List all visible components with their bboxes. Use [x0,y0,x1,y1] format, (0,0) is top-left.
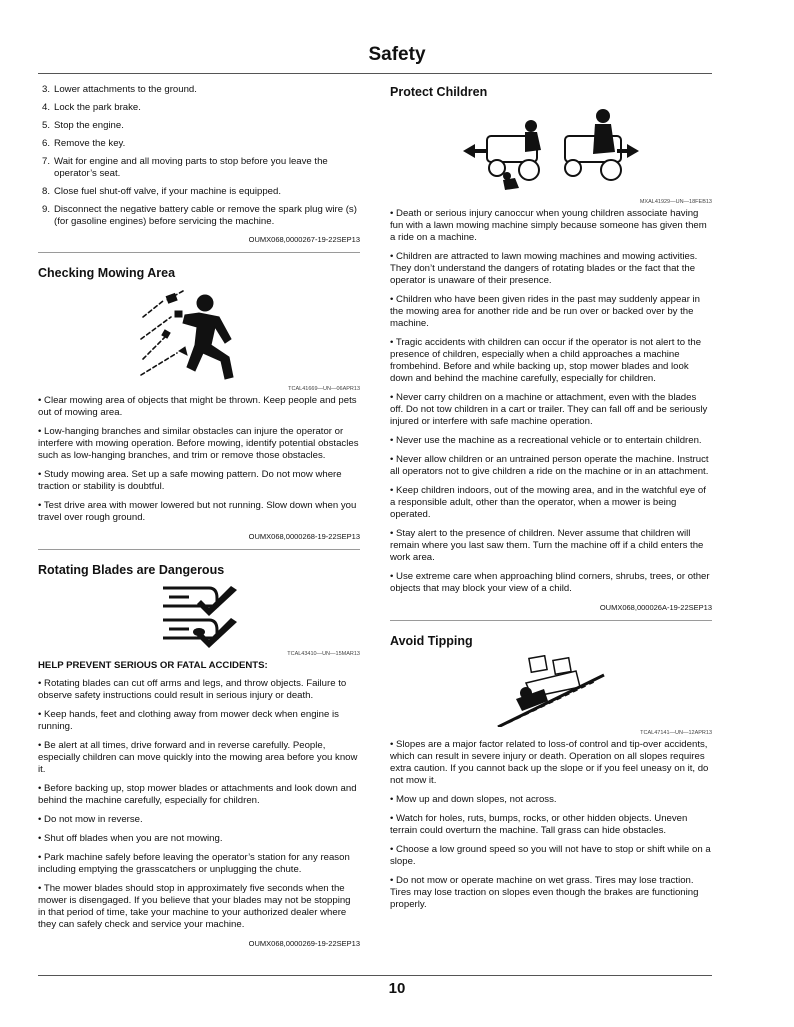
warning-subheading: HELP PREVENT SERIOUS OR FATAL ACCIDENTS: [38,660,268,671]
list-item: • Shut off blades when you are not mowing. [38,833,223,844]
list-item: • Do not mow in reverse. [38,814,143,825]
list-item: • Low-hanging branches and similar obstacles can injure the operator or interfere with mowing operation. Before mowing, identify potential obstacles such as low-hanging branches, and trim or remove those obstacles. [38,426,359,461]
list-item: • Keep hands, feet and clothing away from mower deck when engine is running. [38,709,339,732]
section-heading-tipping: Avoid Tipping [390,634,473,648]
list-item: • Be alert at all times, drive forward and in reverse carefully. People, especially children can move quickly into the mowing area before you know it. [38,740,358,775]
list-item: • Mow up and down slopes, not across. [390,794,557,805]
section-heading-blades: Rotating Blades are Dangerous [38,563,225,577]
list-item: • Never use the machine as a recreational vehicle or to entertain children. [390,435,702,446]
left-column [38,84,360,950]
section-divider [38,252,360,253]
tipping-mower-icon [496,655,606,727]
list-item: 5. Stop the engine. [41,120,124,131]
thrown-objects-icon [139,287,259,383]
list-item: • Park machine safely before leaving the operator’s station for any reason including emptying the grasscatchers or unplugging the chute. [38,852,350,875]
section-heading-children: Protect Children [390,85,488,99]
list-item: 3. Lower attachments to the ground. [41,84,197,95]
list-item: • Slopes are a major factor related to loss-of control and tip-over accidents, which can result in severe injury or death. Operation on all slopes requires extra caution. If you cannot back up the slope or if you feel uneasy on it, do not mow it. [390,739,709,786]
children-mower-illustration [390,106,712,196]
thrown-objects-illustration [38,287,360,383]
figure-reference: TCAL41669—UN—06APR13 [288,386,360,392]
header-rule [38,73,712,74]
list-item: • Test drive area with mower lowered but not running. Slow down when you travel over rough ground. [38,500,357,523]
section-divider [38,549,360,550]
page-number: 10 [388,980,406,997]
figure-reference: TCAL43410—UN—15MAR13 [287,651,360,657]
section-divider [390,620,712,621]
list-item: • Never carry children on a machine or attachment, even with the blades off. Do not tow children in a cart or trailer. They can fall off and be seriously injured or interfere with safe machine operation. [390,392,708,427]
reference-code: OUMX068,0000269-19-22SEP13 [248,939,360,948]
footer-rule [38,975,712,976]
figure-reference: MXAL41929—UN—18FEB13 [639,199,712,205]
list-item: 8. Close fuel shut-off valve, if your machine is equipped. [41,186,281,197]
list-item: 7. Wait for engine and all moving parts to stop before you leave the operator’s seat. [41,156,328,179]
figure-reference: TCAL47141—UN—12APR13 [640,730,712,736]
list-item: • Tragic accidents with children can occur if the operator is not alert to the presence of children, especially when a child approaches a machine frombehind. Before and while backing up, stop mower blades and look down and behind the machine carefully, especially for children. [390,337,702,384]
list-item: 9. Disconnect the negative battery cable or remove the spark plug wire (s) (for gasoline engines) before servicing the machine. [41,204,357,227]
list-item: • The mower blades should stop in approximately five seconds when the mower is disengaged. If you believe that your blades may not be stopping in that period of time, take your machine to your authorized dealer where they can safely check and service your machine. [38,883,351,930]
tipping-illustration [390,655,712,727]
list-item: • Never allow children or an untrained person operate the machine. Instruct all operators not to give children a ride on the machine or in an attachment. [390,454,709,477]
right-column [390,84,712,918]
reference-code: OUMX068,0000268-19-22SEP13 [248,532,360,541]
list-item: • Stay alert to the presence of children. Never assume that children will remain where you last saw them. Turn the machine off if a child enters the work area. [390,528,704,563]
list-item: • Choose a low ground speed so you will not have to stop or shift while on a slope. [390,844,711,867]
list-item: • Watch for holes, ruts, bumps, rocks, or other hidden objects. Uneven terrain could overturn the machine. Tall grass can hide obstacles. [390,813,688,836]
list-item: • Study mowing area. Set up a safe mowing pattern. Do not mow where traction or stability is doubtful. [38,469,342,492]
list-item: 4. Lock the park brake. [41,102,141,113]
list-item: • Children who have been given rides in the past may suddenly appear in the mowing area for another ride and be run over or backed over by the machine. [390,294,701,329]
list-item: • Children are attracted to lawn mowing machines and mowing activities. They don’t understand the dangers of rotating blades or the fact that the operator is unaware of their presence. [390,251,698,286]
list-item: • Before backing up, stop mower blades or attachments and look down and behind the machine carefully, especially for children. [38,783,357,806]
rotating-blades-illustration [38,584,360,648]
steps-list [38,84,360,228]
list-item: 6. Remove the key. [41,138,126,149]
section-heading-mowing: Checking Mowing Area [38,266,176,280]
list-item: • Do not mow or operate machine on wet grass. Tires may lose traction. Tires may lose traction on slopes even though the brakes are functioning properly. [390,875,699,910]
reference-code: OUMX068,0000267-19-22SEP13 [248,235,360,244]
children-riding-mower-icon [461,106,641,196]
list-item: • Use extreme care when approaching blind corners, shrubs, trees, or other objects that may block your view of a child. [390,571,710,594]
reference-code: OUMX068,000026A-19-22SEP13 [599,603,712,612]
list-item: • Keep children indoors, out of the mowing area, and in the watchful eye of a responsible adult, other than the operator, when a mower is being operated. [390,485,706,520]
list-item: • Clear mowing area of objects that might be thrown. Keep people and pets out of mowing area. [38,395,357,418]
page-title: Safety [368,44,426,65]
rotating-blade-icon [159,584,239,648]
list-item: • Rotating blades can cut off arms and legs, and throw objects. Failure to observe safety instructions could result in serious injury or death. [38,678,347,701]
list-item: • Death or serious injury canoccur when young children associate having fun with a lawn mowing machine simply because someone has given them a ride on a machine. [390,208,707,243]
